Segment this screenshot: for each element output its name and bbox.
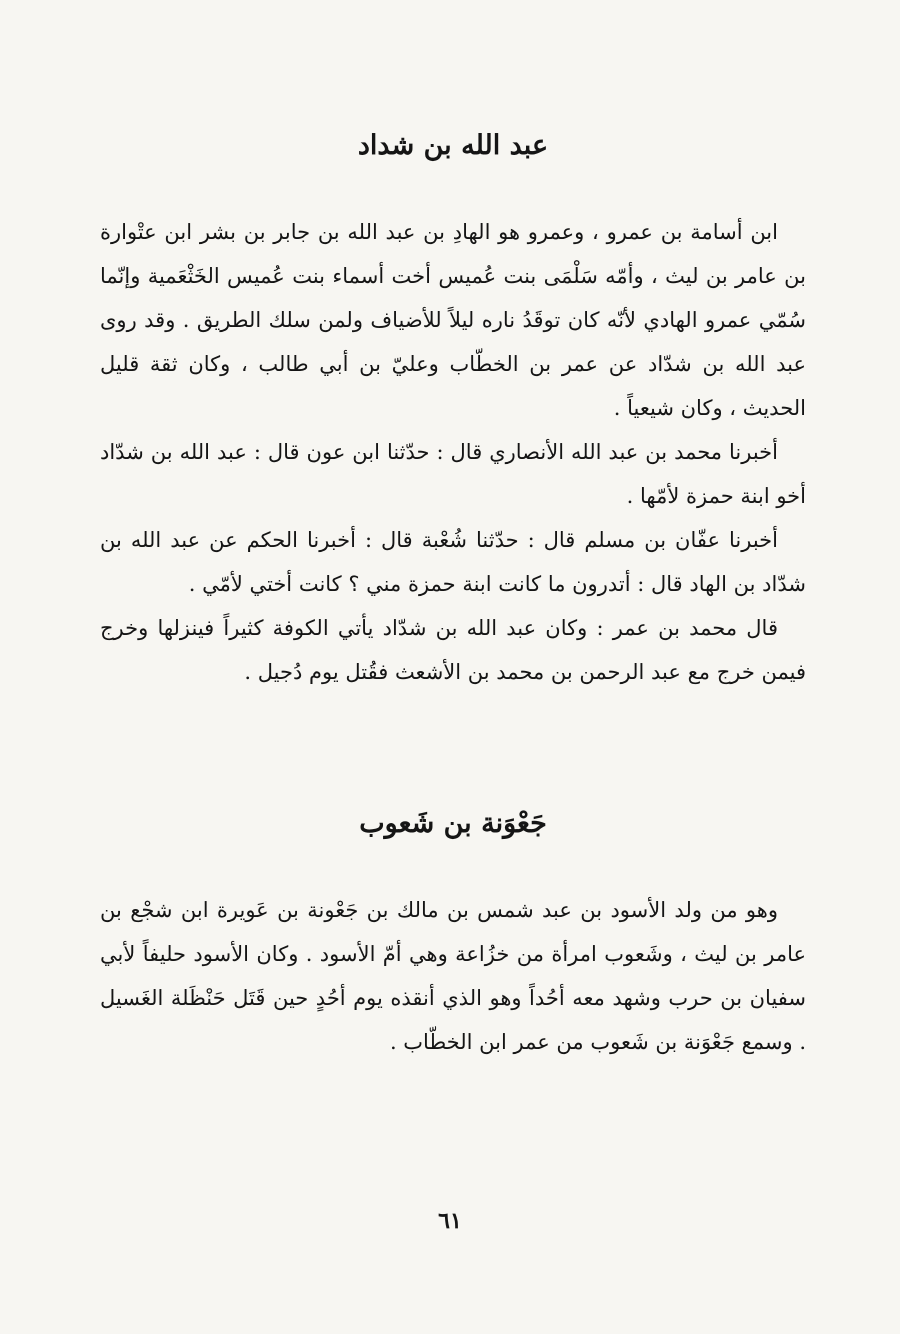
page-number: ٦١	[438, 1208, 462, 1234]
section-heading: جَعْوَنة بن شَعوب	[359, 808, 547, 839]
paragraph: ابن أسامة بن عمرو ، وعمرو هو الهادِ بن عبد الله بن جابر بن بشر ابن عتْوارة بن عامر بن ليث ، وأمّه سَلْمَى بنت عُميس أخت أسماء بنت عُميس الخَثْعَمية وإنّما سُمّي عمرو الهادي لأنّه كان توقَدُ ناره ليلاً للأضياف ولمن سلك الطريق . وقد روى عبد الله بن شدّاد عن عمر بن الخطّاب وعليّ بن أبي طالب ، وكان ثقة قليل الحديث ، وكان شيعياً .	[100, 220, 806, 420]
paragraph: أخبرنا محمد بن عبد الله الأنصاري قال : حدّثنا ابن عون قال : عبد الله بن شدّاد أخو ابنة حمزة لأمّها .	[100, 440, 806, 508]
section-heading: عبد الله بن شداد	[357, 130, 549, 161]
paragraph: وهو من ولد الأسود بن عبد شمس بن مالك بن جَعْونة بن عَويرة ابن شجْع بن عامر بن ليث ، وشَعوب امرأة من خزُاعة وهي أمّ الأسود . وكان الأسود حليفاً لأبي سفيان بن حرب وشهد معه أحُداً وهو الذي أنقذه يوم أحُدٍ حين قَتَل حَنْظَلة الغَسيل . وسمع جَعْوَنة بن شَعوب من عمر ابن الخطّاب .	[100, 898, 806, 1054]
paragraph: أخبرنا عفّان بن مسلم قال : حدّثنا شُعْبة قال : أخبرنا الحكم عن عبد الله بن شدّاد بن الهاد قال : أتدرون ما كانت ابنة حمزة مني ؟ كانت أختي لأمّي .	[100, 528, 806, 596]
paragraph: قال محمد بن عمر : وكان عبد الله بن شدّاد يأتي الكوفة كثيراً فينزلها وخرج فيمن خرج مع عبد الرحمن بن محمد بن الأشعث فقُتل يوم دُجيل .	[100, 616, 806, 684]
section-abdullah-ibn-shaddad	[100, 122, 806, 694]
section-jawna-ibn-shaub	[100, 800, 806, 1064]
